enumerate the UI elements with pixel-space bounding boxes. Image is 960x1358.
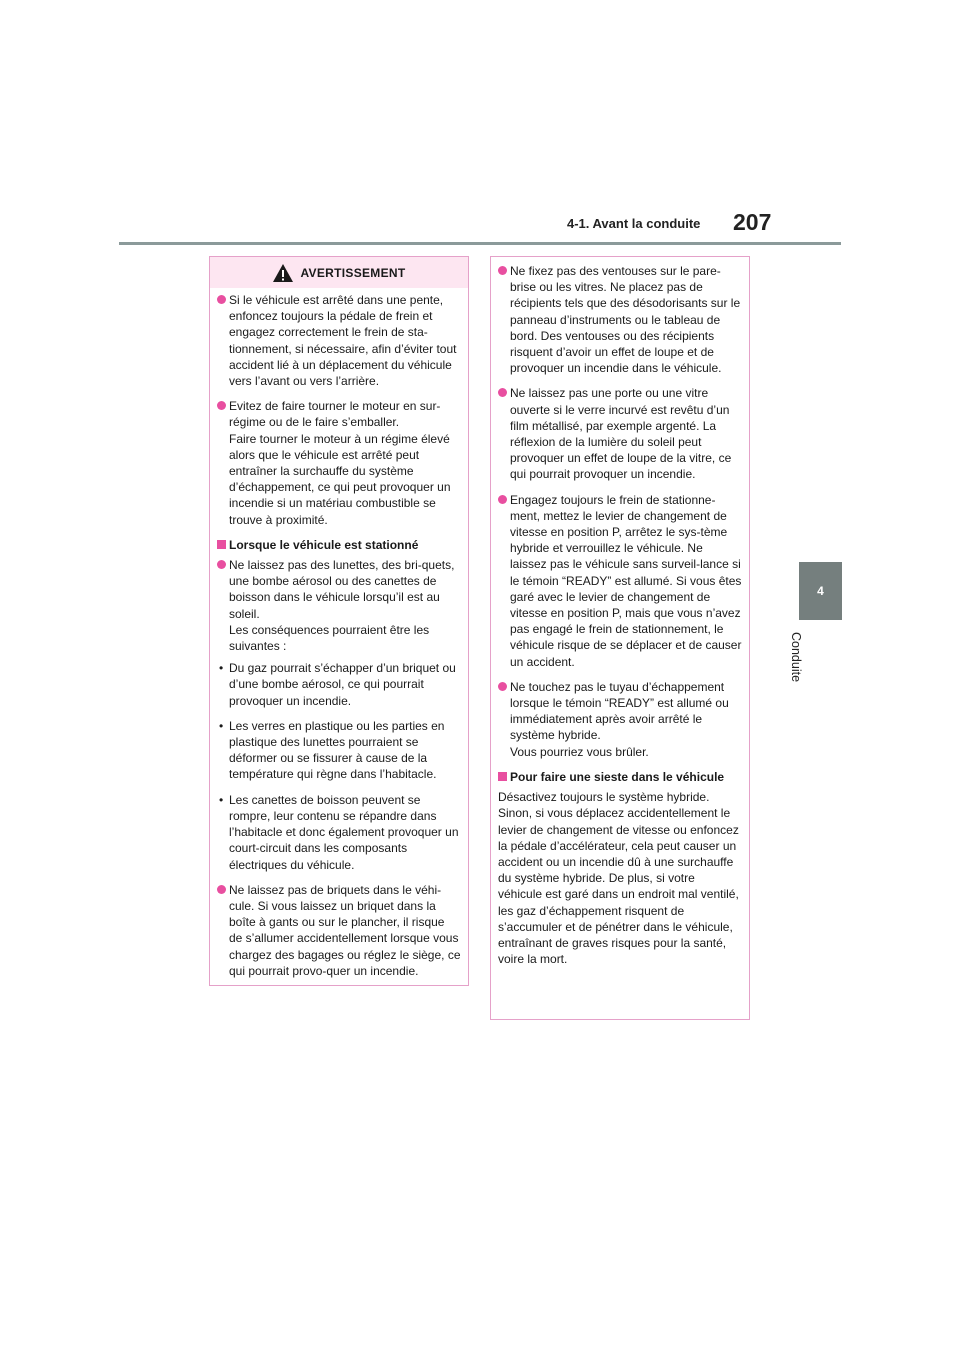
bullet-icon bbox=[498, 388, 507, 397]
bullet-icon bbox=[498, 682, 507, 691]
warning-item-text: Engagez toujours le frein de stationne-ment, mettez le levier de changement de vitesse en position P, arrêtez le sys-tème hybride et verrouillez le véhicule. Ne laissez pas le véhicule sans surveil-lance si le témoin “READY” est allumé. Si vous êtes garé avec le levier de changement de vitesse en position P, mais que vous n’avez pas engagé le frein de stationnement, le véhicule risque de se déplacer et de causer un accident. bbox=[510, 492, 742, 669]
dash-item bbox=[217, 792, 461, 873]
bullet-icon bbox=[498, 266, 507, 275]
chapter-number: 4 bbox=[817, 584, 824, 598]
warning-item bbox=[217, 292, 461, 389]
subheading-text: Pour faire une sieste dans le véhicule bbox=[510, 769, 725, 784]
warning-item-text: Vous pourriez vous brûler. bbox=[510, 744, 649, 759]
dash-bullet: • bbox=[219, 661, 224, 676]
warning-body-left bbox=[210, 288, 468, 979]
warning-item bbox=[217, 557, 461, 654]
header-divider bbox=[119, 242, 841, 245]
warning-item-text: Ne laissez pas une porte ou une vitre ouverte si le verre incurvé est revêtu d’un film métallisé, par exemple argenté. La réflexion de la lumière du soleil peut provoquer un effet de loupe de la vitre, ce qui pourrait provoquer un incendie. bbox=[510, 386, 732, 482]
warning-triangle-icon bbox=[272, 263, 294, 283]
warning-body-right bbox=[491, 257, 749, 967]
warning-item bbox=[498, 679, 742, 760]
dash-bullet: • bbox=[219, 792, 224, 807]
warning-item-text: Evitez de faire tourner le moteur en sur-régime ou de le faire s’emballer. bbox=[229, 399, 441, 430]
subheading bbox=[217, 537, 461, 553]
warning-box-left bbox=[209, 256, 469, 986]
warning-item bbox=[498, 385, 742, 482]
warning-box-right bbox=[490, 256, 750, 1020]
dash-item-text: Du gaz pourrait s’échapper d’un briquet ou d’une bombe aérosol, ce qui pourrait provoquer un incendie. bbox=[229, 661, 456, 708]
dash-item bbox=[217, 718, 461, 783]
dash-item-text: Les verres en plastique ou les parties en plastique des lunettes pourraient se déformer ou se fissurer à cause de la température qui règne dans l’habitacle. bbox=[229, 718, 445, 782]
warning-item bbox=[498, 263, 742, 376]
chapter-label bbox=[787, 632, 807, 702]
chapter-label-text: Conduite bbox=[789, 632, 803, 683]
warning-item bbox=[217, 398, 461, 528]
warning-item-text: Si le véhicule est arrêté dans une pente, enfoncez toujours la pédale de frein et engagez correctement le frein de sta-tionnement, si nécessaire, afin d’éviter tout accident lié à un déplacement du véhicule vers l’avant ou vers l’arrière. bbox=[229, 293, 457, 389]
chapter-tab bbox=[799, 562, 842, 620]
dash-item-text: Les canettes de boisson peuvent se rompre, leur contenu se répandre dans l’habitacle et donc également provoquer un court-circuit dans les composants électriques du véhicule. bbox=[229, 792, 459, 872]
page-number: 207 bbox=[733, 209, 772, 235]
subheading-text: Lorsque le véhicule est stationné bbox=[229, 537, 419, 552]
dash-item bbox=[217, 660, 461, 709]
bullet-icon bbox=[217, 560, 226, 569]
bullet-icon bbox=[217, 885, 226, 894]
section-title: 4-1. Avant la conduite bbox=[567, 216, 701, 231]
warning-item-text: Ne fixez pas des ventouses sur le pare-brise ou les vitres. Ne placez pas de récipients tels que des désodorisants sur le panneau d’instruments ou le tableau de bord. Des ventouses ou des récipients risquent d’avoir un effet de loupe et de provoquer un incendie dans le véhicule. bbox=[510, 264, 741, 376]
subheading bbox=[498, 769, 742, 785]
warning-item-text: Ne laissez pas des lunettes, des bri-quets, une bombe aérosol ou des canettes de boisson dans le véhicule lorsqu’il est au soleil. bbox=[229, 558, 455, 621]
bullet-icon bbox=[217, 401, 226, 410]
square-bullet-icon bbox=[498, 772, 507, 781]
warning-item bbox=[217, 882, 461, 979]
warning-header bbox=[210, 257, 468, 288]
warning-item-text: Ne laissez pas de briquets dans le véhi-cule. Si vous laissez un briquet dans la boîte à gants ou sur le plancher, il risque de s’allumer accidentellement lorsque vous chargez des bagages ou réglez le siège, ce qui pourrait provo-quer un incendie. bbox=[229, 882, 461, 978]
dash-bullet: • bbox=[219, 718, 224, 733]
warning-item-text: Faire tourner le moteur à un régime élevé alors que le véhicule est arrêté peut entraîner la surchauffe du système d’échappement, ce qui peut provoquer un incendie si un matériau combustible se trouve à proximité. bbox=[229, 431, 451, 527]
bullet-icon bbox=[217, 295, 226, 304]
paragraph-text: Désactivez toujours le système hybride. Sinon, si vous déplacez accidentellement le levier de changement de vitesse ou enfoncez la pédale d’accélérateur, cela peut causer un accident ou un incendie dû à une surchauffe du système hybride. De plus, si votre véhicule est garé dans un endroit mal ventilé, les gaz d’échappement risquent de s’accumuler et de pénétrer dans le véhicule, entraînant de graves risques pour la santé, voire la mort. bbox=[498, 790, 739, 967]
warning-item-text: Ne touchez pas le tuyau d’échappement lorsque le témoin “READY” est allumé ou immédiatement après avoir arrêté le système hybride. bbox=[510, 679, 729, 743]
warning-title: AVERTISSEMENT bbox=[300, 265, 406, 280]
warning-item bbox=[498, 492, 742, 670]
square-bullet-icon bbox=[217, 540, 226, 549]
bullet-icon bbox=[498, 495, 507, 504]
warning-item-text: Les conséquences pourraient être les suivantes : bbox=[229, 622, 430, 654]
